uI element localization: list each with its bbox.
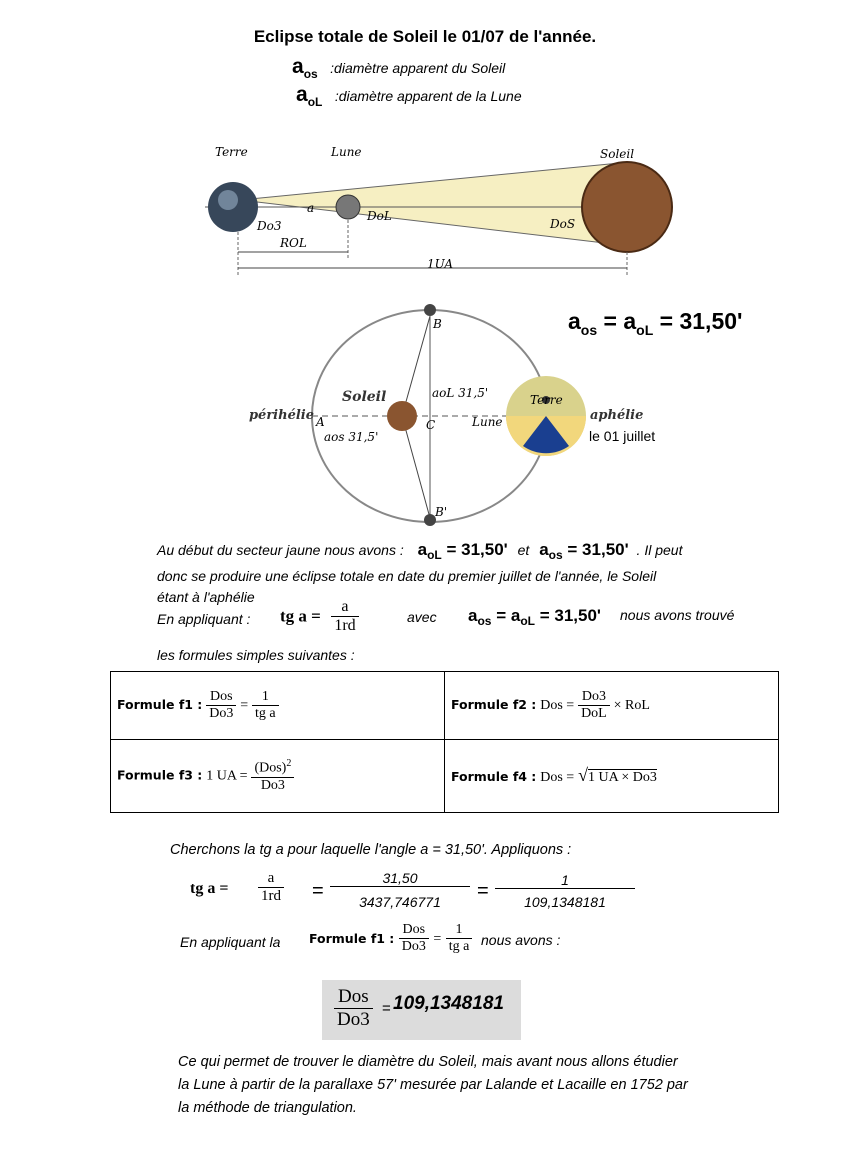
label-Bprime: B' [435, 505, 448, 519]
paragraph-eclipse-condition: Au début du secteur jaune nous avons : $a_{oL} = 31,50'$ et $a_{os} = 31,50'$ . Il peut donc se produire une éclipse totale en date du premier juillet de l'année, le Soleil étant à l'aphélie [157, 540, 683, 605]
definition-sun-diameter: $a_{os}$ :diamètre apparent du Soleil [292, 55, 506, 81]
applying-f1-label: En appliquant la [180, 934, 281, 950]
label-rol: ROL [280, 236, 307, 250]
applying-f1-formula: Formule f1 : $\frac{\text{Dos}}{Do3}$ = $\frac{1}{\text{tg a}}$ [309, 922, 472, 955]
label-aphelie: aphélie [590, 408, 644, 423]
label-a: a [307, 201, 315, 215]
shadow-cone [240, 162, 630, 246]
formula-f4-cell: Formule f4 : Dos = √1 UA × Do3 [445, 739, 779, 812]
label-aos: aos 31,5' [324, 430, 379, 444]
tangent-computation: tg a = $\frac{a}{1rd}$ = 31,50 3437,746771 = 1 109,1348181 [190, 870, 640, 914]
formula-f2-cell: Formule f2 : Dos = $\frac{Do3}{\text{DoL}}$ × RoL [445, 672, 779, 740]
closing-paragraph: Ce qui permet de trouver le diamètre du Soleil, mais avant nous allons étudier la Lune à partir de la parallaxe 57' mesurée par Lalande et Lacaille en 1752 par la méthode de triangulation. [178, 1054, 688, 1116]
label-soleil-orbit: Soleil [342, 389, 387, 405]
label-do3: Do3 [257, 219, 282, 233]
moon-disc [336, 195, 360, 219]
label-dol: DoL [367, 209, 392, 223]
nous-avons-label: nous avons : [481, 932, 561, 948]
applying-label: En appliquant : [157, 611, 251, 627]
definition-moon-diameter: $a_{oL}$ :diamètre apparent de la Lune [296, 83, 522, 109]
formula-f1-cell: Formule f1 : $\frac{\text{Dos}}{Do3}$ = $\frac{1}{\text{tg a}}$ [111, 672, 445, 740]
label-1ua: 1UA [427, 257, 454, 271]
orbit-sun [387, 401, 417, 431]
label-A: A [316, 415, 325, 429]
label-lune: Lune [331, 145, 362, 159]
label-B: B [433, 317, 442, 331]
sun-disc [582, 162, 672, 252]
label-soleil: Soleil [600, 147, 635, 161]
label-terre-orbit: Terre [530, 393, 563, 407]
formula-f3-cell: Formule f3 : 1 UA = $\frac{(Dos)^2}{Do3}$ [111, 739, 445, 812]
avec-label: avec [407, 609, 437, 625]
result-box: Dos Do3 = 109,1348181 [322, 980, 521, 1040]
formulas-intro: les formules simples suivantes : [157, 647, 355, 663]
label-terre: Terre [215, 145, 248, 159]
equality-inline: $a_{os} = a_{oL} = 31,50'$ [468, 606, 601, 628]
result-value: 109,1348181 [393, 993, 504, 1014]
search-sentence: Cherchons la tg a pour laquelle l'angle a = 31,50'. Appliquons : [170, 842, 572, 858]
label-dos: DoS [550, 217, 576, 231]
label-aol: aoL 31,5' [432, 386, 489, 400]
date-note: le 01 juillet [589, 428, 656, 444]
label-lune-orbit: Lune [472, 415, 503, 429]
equality-statement: $a_{os} = a_{oL} = 31,50'$ [568, 308, 743, 338]
page-title: Eclipse totale de Soleil le 01/07 de l'année. [253, 27, 597, 46]
earth-point-b [424, 304, 436, 316]
label-C: C [426, 418, 436, 432]
eclipse-alignment-diagram [195, 140, 685, 280]
label-perihelie: périhélie [248, 408, 314, 423]
tangent-formula: tg a = $\frac{a}{1rd}$ [280, 598, 359, 635]
trouve-label: nous avons trouvé [620, 607, 735, 623]
formulas-table [110, 671, 779, 813]
